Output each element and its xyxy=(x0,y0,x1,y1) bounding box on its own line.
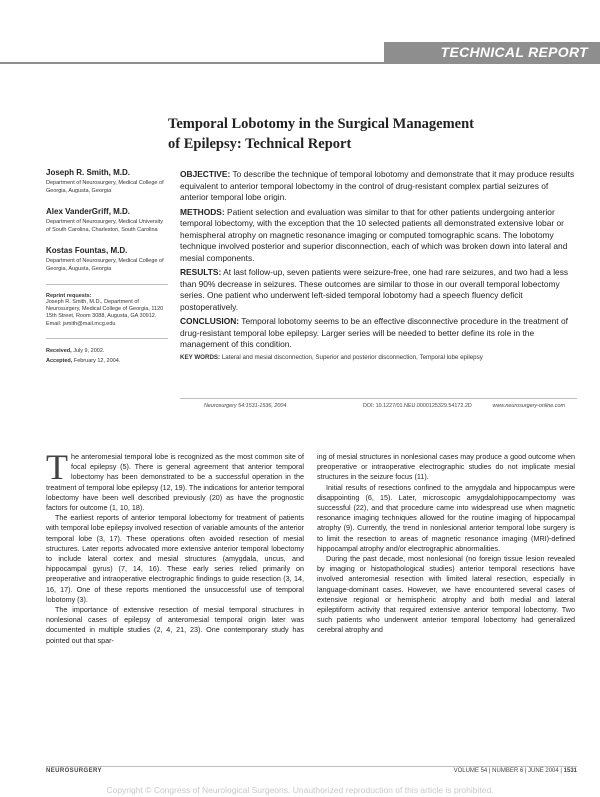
doi: DOI: 10.1227/01.NEU.0000125329.54172.2D xyxy=(363,403,472,409)
footer-rule xyxy=(46,766,577,767)
conclusion-label: CONCLUSION: xyxy=(180,316,240,326)
body-paragraph: ing of mesial structures in nonlesional cases may produce a good outcome when preoperative or intraoperative electrographic studies do not implicate mesial structures in the seizure focus (11). xyxy=(317,452,575,482)
banner-rule xyxy=(0,62,600,64)
author-block xyxy=(46,168,168,195)
received-label: Received, xyxy=(46,348,72,355)
accepted-label: Accepted, xyxy=(46,358,73,365)
sidebar-divider xyxy=(46,338,168,339)
title-line-1: Temporal Lobotomy in the Surgical Management xyxy=(168,116,474,132)
section-banner xyxy=(384,42,600,62)
body-paragraph xyxy=(46,447,304,513)
sidebar-divider xyxy=(46,284,168,285)
author-name: Kostas Fountas, M.D. xyxy=(46,246,128,256)
body-column-left xyxy=(46,447,304,646)
author-affiliation: Department of Neurosurgery, Medical College of Georgia, Augusta, Georgia xyxy=(46,180,164,194)
abstract-methods xyxy=(180,207,577,265)
abstract xyxy=(180,169,577,362)
author-block xyxy=(46,207,168,234)
issue-info: VOLUME 54 | NUMBER 6 | JUNE 2004 | xyxy=(453,768,562,774)
drop-cap: T xyxy=(46,447,68,487)
accepted-date xyxy=(46,357,168,365)
accepted-value: February 12, 2004. xyxy=(73,358,121,365)
title-line-2: of Epilepsy: Technical Report xyxy=(168,136,352,152)
reprint-details: Joseph R. Smith, M.D., Department of Neurosurgery, Medical College of Georgia, 1120 15th Street, Room 3088, Augusta, GA 30912. Email: jsmith@mail.mcg.edu xyxy=(46,298,164,327)
author-name: Alex VanderGriff, M.D. xyxy=(46,207,131,217)
abstract-conclusion xyxy=(180,316,577,351)
reprint-heading: Reprint requests: xyxy=(46,292,92,299)
paragraph-text: he anteromesial temporal lobe is recognized as the most common site of focal epilepsy (5). There is general agreement that anterior temporal lobectomy has been demonstrated to be a successful operation in the treatment of temporal lobe epilepsy (12, 19). The indications for anterior temporal lobectomy have been well described previously (20) as have the prognostic factors for outcome (1, 10, 18). xyxy=(46,452,304,513)
keywords xyxy=(180,354,577,362)
section-banner-label: TECHNICAL REPORT xyxy=(440,44,588,60)
copyright-notice: Copyright © Congress of Neurological Surgeons. Unauthorized reproduction of this article is prohibited. xyxy=(106,785,494,795)
author-block xyxy=(46,246,168,273)
citation-rule xyxy=(180,398,577,399)
footer-issue xyxy=(454,768,577,774)
author-name: Joseph R. Smith, M.D. xyxy=(46,168,131,177)
methods-text: Patient selection and evaluation was similar to that for other patients undergoing anterior temporal lobectomy, with the exception that the 10 selected patients all demonstrated extensive lobar or hemispheral atrophy on magnetic resonance imaging or computed tomographic scans. The lobotomy technique involved posterior and superior disconnection, each of which was broken down into lateral and mesial components. xyxy=(180,206,568,263)
body-paragraph: Initial results of resections confined to the amygdala and hippocampus were disappointing (6, 15). Later, microscopic amygdalohippocampectomy was successful (22), and that procedure came into widespread use when magnetic resonance imaging techniques allowed for the routine imaging of hippocampal atrophy (9). Currently, the trend in nonlesional anterior temporal lobe surgery is to limit the resection to areas of magnetic resonance imaging (MRI)-defined hippocampal atrophy and/or electrographic abnormalities. xyxy=(317,482,575,553)
author-affiliation: Department of Neurosurgery, Medical College of Georgia, Augusta, Georgia xyxy=(46,258,164,272)
objective-label: OBJECTIVE: xyxy=(180,169,231,179)
author-affiliation: Department of Neurosurgery, Medical University of South Carolina, Charleston, South Carolina xyxy=(46,219,163,233)
results-text: At last follow-up, seven patients were seizure-free, one had rare seizures, and two had a less than 90% decrease in seizures. These outcomes are similar to those in our overall temporal lobectomy series. One patient who underwent left-sided temporal lobotomy had a speech fluency deficit postoperatively. xyxy=(180,267,569,312)
keywords-text: Lateral and mesial disconnection, Superior and posterior disconnection, Temporal lobe epilepsy xyxy=(221,353,483,361)
author-sidebar xyxy=(46,168,168,365)
journal-website-link[interactable]: www.neurosurgery-online.com xyxy=(492,403,565,409)
article-title xyxy=(168,114,588,154)
methods-label: METHODS: xyxy=(180,206,225,217)
keywords-label: KEY WORDS: xyxy=(180,353,221,361)
body-column-right xyxy=(317,452,575,636)
body-paragraph: The importance of extensive resection of mesial temporal structures in nonlesional cases of epilepsy of anteromesial temporal origin later was documented in multiple studies (2, 4, 21, 23). One contemporary study has pointed out that spar- xyxy=(46,605,304,645)
body-paragraph: The earliest reports of anterior temporal lobectomy for treatment of patients with temporal lobe epilepsy involved resection of variable amounts of the anterior temporal lobe (3, 17). These operations often avoided resection of mesial structures. Later reports advocated more extensive anterior temporal lobectomy to include lateral cortex and mesial structures (amygdala, uncus, and hippocampal gyrus) (7, 14, 16). These early series relied primarily on preoperative and intraoperative electrographic findings to guide resection (3, 14, 16, 17). One of these reports mentioned the unsuccessful use of temporal lobotomy (3). xyxy=(46,513,304,604)
objective-text: To describe the technique of temporal lobotomy and demonstrate that it may produce results equivalent to anterior temporal lobectomy in the control of drug-resistant complex partial seizures of anterior temporal lobe origin. xyxy=(180,169,575,202)
body-paragraph: During the past decade, most nonlesional (no foreign tissue lesion revealed by imaging or histopathological studies) anterior temporal resections have involved anteromesial resection with limited lateral resection, especially in language-dominant cases. However, we have encountered several cases of extensive regional or hemispheric atrophy and both medial and lateral epileptiform activity that required extensive anterior temporal lobectomy. Two such patients who underwent anterior temporal lobectomy had generalized cerebral atrophy and xyxy=(317,554,575,635)
journal-citation: Neurosurgery 54:1531-1536, 2004 xyxy=(204,403,287,409)
page-number: 1531 xyxy=(563,768,577,774)
footer-journal: NEUROSURGERY xyxy=(46,768,102,774)
conclusion-text: Temporal lobotomy seems to be an effective disconnective procedure in the treatment of drug-resistant temporal lobe epilepsy. Larger series will be needed to better define its role in the management of this condition. xyxy=(180,316,568,349)
abstract-objective xyxy=(180,169,577,204)
received-value: July 9, 2002. xyxy=(73,348,105,355)
abstract-results xyxy=(180,267,577,313)
results-label: RESULTS: xyxy=(180,267,222,277)
received-date xyxy=(46,347,168,355)
